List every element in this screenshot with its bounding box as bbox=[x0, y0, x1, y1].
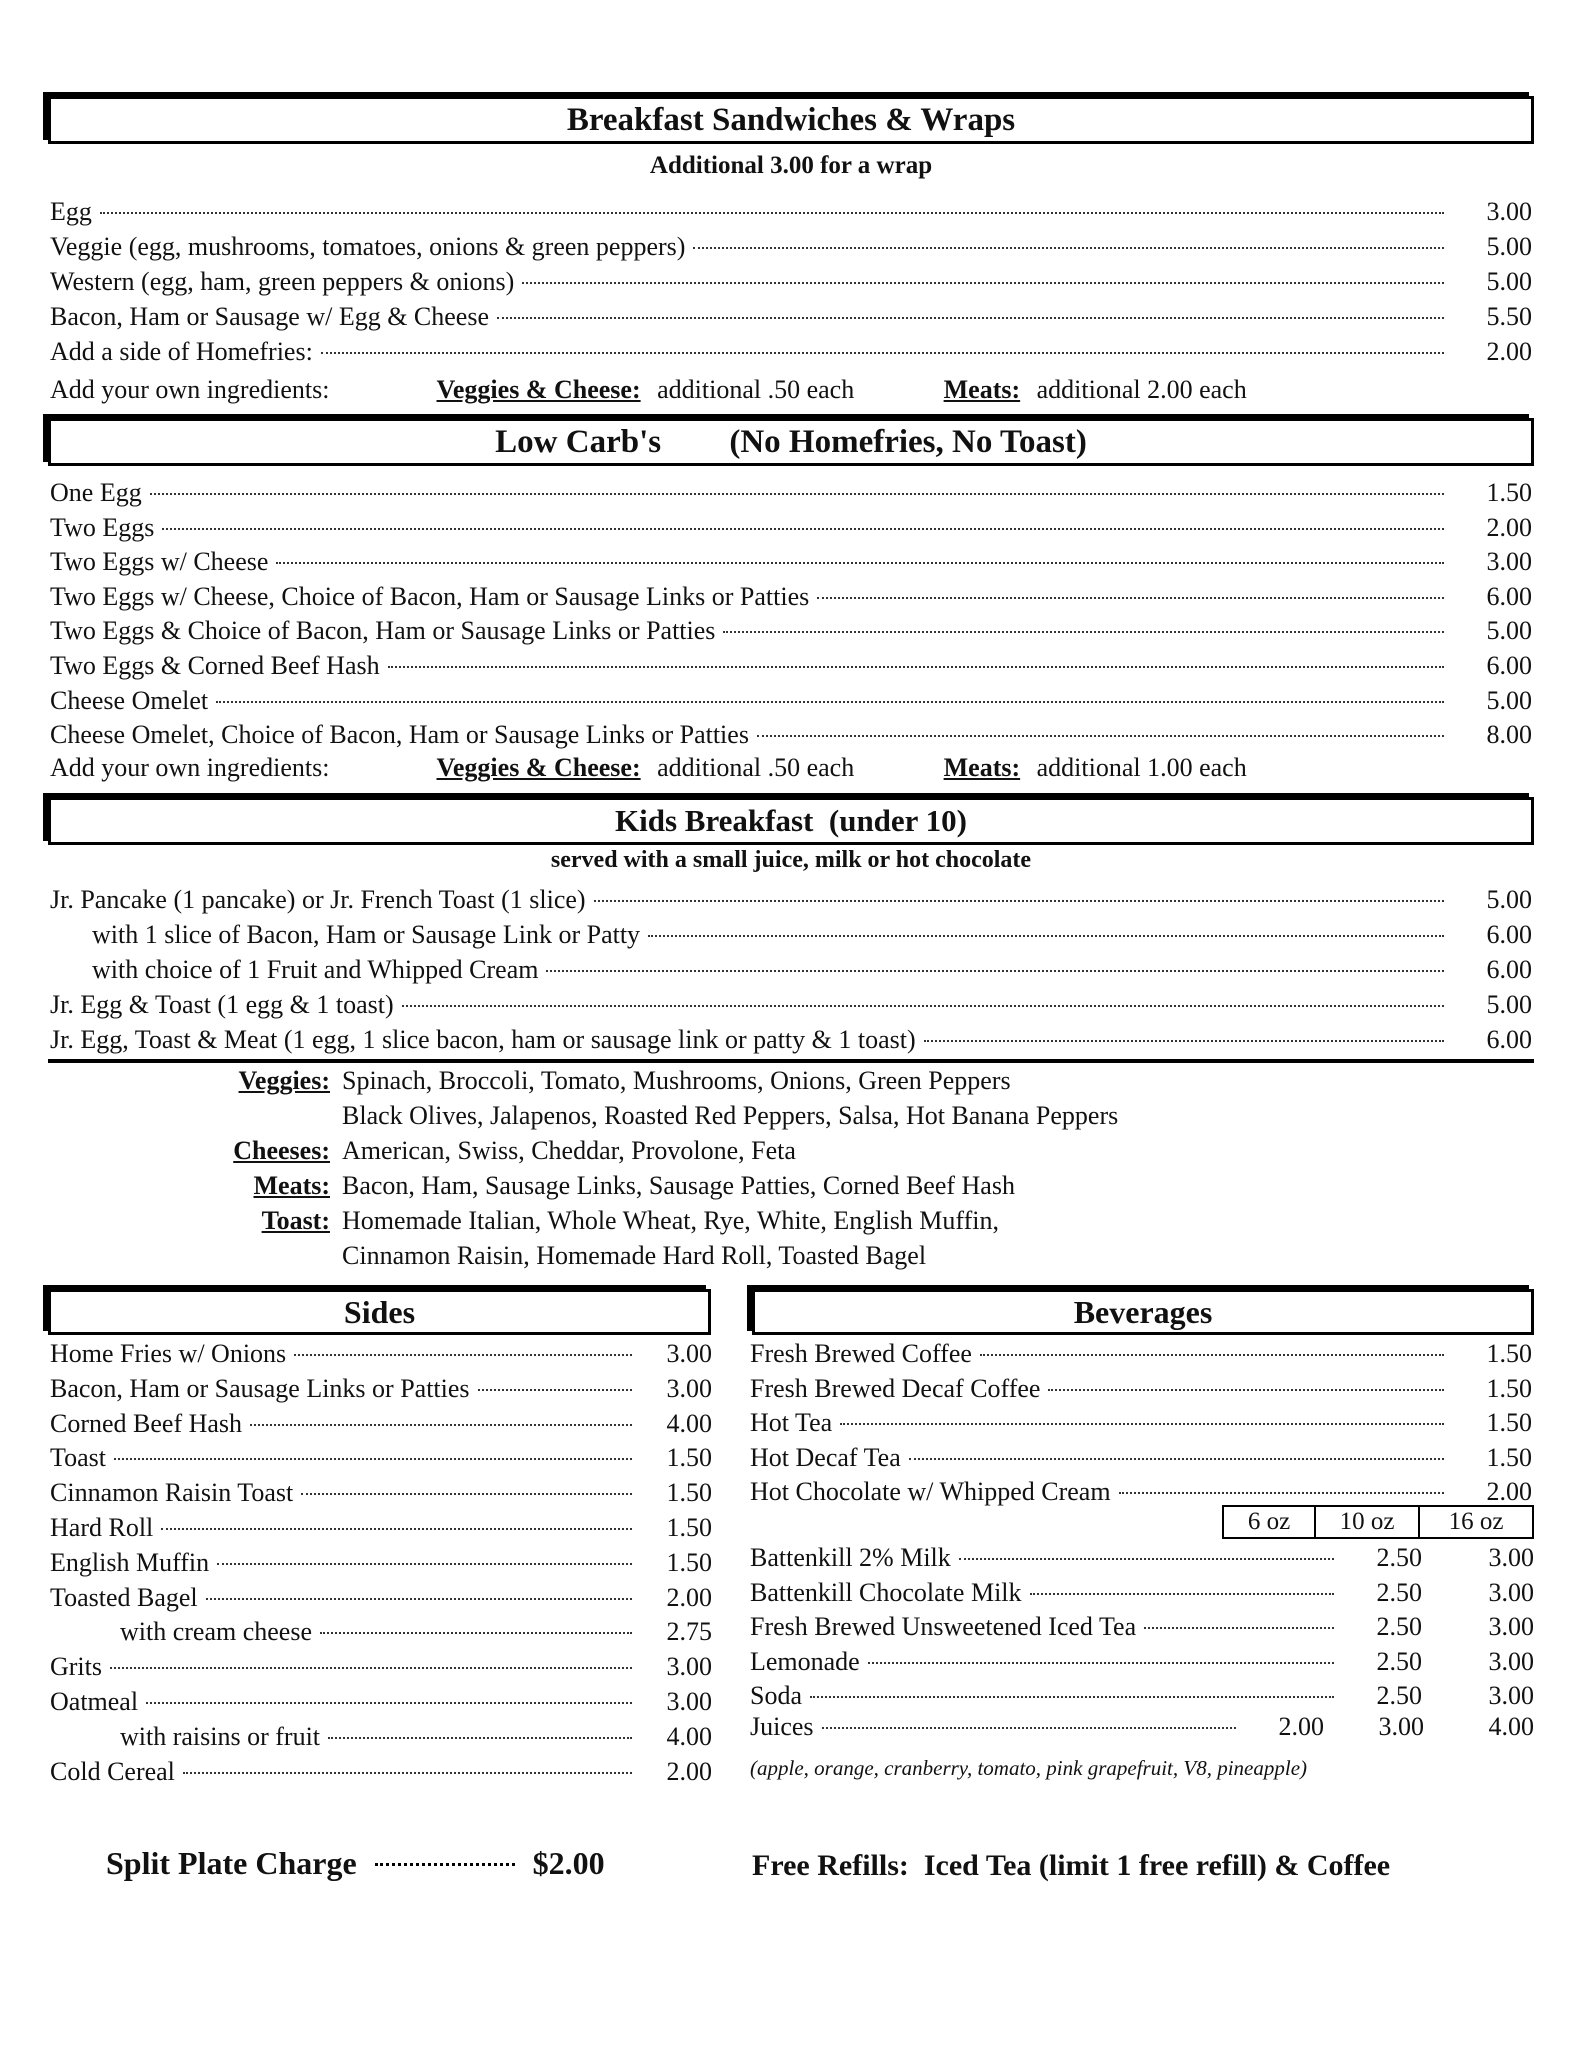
item-name: English Muffin bbox=[50, 1547, 210, 1577]
leader-dots bbox=[206, 1598, 632, 1600]
item-price: 5.00 bbox=[1486, 616, 1532, 646]
breakfast-section-header bbox=[48, 96, 1534, 144]
item-name: One Egg bbox=[50, 478, 142, 507]
item-price-16oz: 3.00 bbox=[1488, 1681, 1534, 1711]
item-name: Two Eggs w/ Cheese bbox=[50, 547, 269, 577]
menu-item bbox=[50, 1441, 712, 1475]
legend-label: Cheeses: bbox=[233, 1136, 330, 1165]
menu-item bbox=[50, 580, 1532, 614]
item-name: Two Eggs bbox=[50, 512, 155, 542]
item-price: 2.00 bbox=[666, 1756, 712, 1786]
menu-item bbox=[750, 1372, 1532, 1406]
leader-dots bbox=[1144, 1627, 1334, 1629]
breakfast-subtitle: Additional 3.00 for a wrap bbox=[649, 152, 933, 179]
meats-text: additional 1.00 each bbox=[1036, 753, 1247, 782]
menu-item bbox=[750, 1441, 1532, 1475]
breakfast-title: Breakfast Sandwiches & Wraps bbox=[566, 102, 1016, 138]
menu-item bbox=[50, 883, 1532, 917]
menu-item bbox=[50, 649, 1532, 683]
divider bbox=[48, 1059, 1534, 1063]
menu-item bbox=[750, 1679, 1534, 1713]
menu-item bbox=[120, 1720, 712, 1754]
legend-row bbox=[0, 1206, 999, 1236]
item-price: 6.00 bbox=[1486, 581, 1532, 611]
item-price: 6.00 bbox=[1486, 651, 1532, 680]
menu-item bbox=[50, 1650, 712, 1684]
leader-dots bbox=[402, 1005, 1444, 1007]
menu-item bbox=[750, 1337, 1532, 1371]
leader-dots bbox=[294, 1354, 632, 1356]
menu-item bbox=[50, 1685, 712, 1719]
menu-item bbox=[50, 1023, 1532, 1057]
add-label: Add your own ingredients: bbox=[50, 753, 330, 782]
legend-label: Veggies: bbox=[238, 1066, 330, 1095]
leader-dots bbox=[522, 282, 1444, 284]
item-name: Cheese Omelet, Choice of Bacon, Ham or Sausage Links or Patties bbox=[50, 720, 749, 750]
item-name: Bacon, Ham or Sausage w/ Egg & Cheese bbox=[50, 302, 490, 331]
item-name: Battenkill Chocolate Milk bbox=[750, 1577, 1022, 1607]
leader-dots bbox=[1048, 1389, 1444, 1391]
item-price: 1.50 bbox=[1486, 1408, 1532, 1438]
item-price: 3.00 bbox=[666, 1652, 712, 1682]
menu-item bbox=[750, 1645, 1534, 1679]
item-price-10oz: 2.50 bbox=[1376, 1612, 1422, 1642]
item-price: 2.75 bbox=[666, 1617, 712, 1647]
kids-section-header bbox=[48, 797, 1534, 845]
leader-dots bbox=[478, 1389, 632, 1391]
item-price-16oz: 3.00 bbox=[1488, 1577, 1534, 1607]
item-price: 2.00 bbox=[666, 1582, 712, 1612]
item-name: Fresh Brewed Unsweetened Iced Tea bbox=[750, 1612, 1137, 1642]
item-name: Hot Decaf Tea bbox=[750, 1442, 901, 1472]
leader-dots bbox=[110, 1667, 632, 1669]
leader-dots bbox=[301, 1493, 632, 1495]
item-price-16oz: 3.00 bbox=[1488, 1612, 1534, 1642]
menu-item bbox=[50, 684, 1532, 718]
legend-label: Toast: bbox=[261, 1206, 330, 1235]
split-label: Split Plate Charge bbox=[106, 1845, 357, 1881]
legend-row bbox=[0, 1241, 926, 1271]
veggies-cheese-label: Veggies & Cheese: bbox=[436, 375, 641, 404]
item-name: Home Fries w/ Onions bbox=[50, 1339, 287, 1368]
item-price-16oz: 3.00 bbox=[1488, 1543, 1534, 1572]
size-header bbox=[1222, 1505, 1534, 1539]
menu-item bbox=[50, 265, 1532, 299]
beverages-title: Beverages bbox=[1073, 1294, 1213, 1330]
meats-text: additional 2.00 each bbox=[1036, 375, 1247, 404]
leader-dots bbox=[648, 935, 1444, 937]
leader-dots bbox=[810, 1696, 1334, 1698]
menu-item bbox=[50, 335, 1532, 369]
leader-dots bbox=[980, 1354, 1444, 1356]
legend-row bbox=[0, 1101, 1118, 1131]
leader-dots bbox=[150, 493, 1444, 495]
free-refills: Free Refills: Iced Tea (limit 1 free refill) & Coffee bbox=[752, 1849, 1391, 1882]
item-name: Jr. Egg, Toast & Meat (1 egg, 1 slice bacon, ham or sausage link or patty & 1 toast) bbox=[50, 1025, 916, 1054]
item-name: Egg bbox=[50, 197, 92, 226]
item-name: Cold Cereal bbox=[50, 1756, 175, 1786]
item-price: 3.00 bbox=[1486, 197, 1532, 226]
item-price: 4.00 bbox=[666, 1408, 712, 1438]
menu-item bbox=[750, 1541, 1534, 1575]
menu-item bbox=[50, 1546, 712, 1580]
leader-dots bbox=[183, 1772, 632, 1774]
item-price: 1.50 bbox=[666, 1513, 712, 1542]
legend-row bbox=[0, 1066, 1011, 1096]
item-name: Two Eggs & Choice of Bacon, Ham or Sausage Links or Patties bbox=[50, 616, 716, 646]
item-price: 1.50 bbox=[1486, 1373, 1532, 1403]
juice-flavors-note: (apple, orange, cranberry, tomato, pink grapefruit, V8, pineapple) bbox=[750, 1756, 1308, 1780]
menu-item bbox=[750, 1406, 1532, 1440]
item-name: with choice of 1 Fruit and Whipped Cream bbox=[92, 955, 539, 984]
juices-name: Juices bbox=[750, 1712, 814, 1741]
menu-item bbox=[50, 988, 1532, 1022]
item-name: Two Eggs w/ Cheese, Choice of Bacon, Ham or Sausage Links or Patties bbox=[50, 581, 810, 611]
leader-dots bbox=[594, 900, 1444, 902]
item-price: 6.00 bbox=[1486, 955, 1532, 984]
item-name: Corned Beef Hash bbox=[50, 1408, 243, 1438]
split-dots bbox=[375, 1863, 515, 1866]
item-price-10oz: 2.50 bbox=[1376, 1577, 1422, 1607]
menu-item bbox=[750, 1610, 1534, 1644]
leader-dots bbox=[250, 1424, 632, 1426]
item-name: Hot Chocolate w/ Whipped Cream bbox=[750, 1477, 1111, 1507]
item-price: 2.00 bbox=[1486, 1477, 1532, 1507]
leader-dots bbox=[909, 1458, 1444, 1460]
item-price-16oz: 3.00 bbox=[1488, 1646, 1534, 1676]
item-name: Fresh Brewed Coffee bbox=[750, 1339, 972, 1368]
item-name: Cinnamon Raisin Toast bbox=[50, 1478, 294, 1508]
juices-price-10oz: 3.00 bbox=[1378, 1712, 1424, 1741]
item-price: 3.00 bbox=[666, 1687, 712, 1716]
item-name: Oatmeal bbox=[50, 1687, 139, 1716]
legend-label bbox=[0, 1101, 342, 1131]
item-price-10oz: 2.50 bbox=[1376, 1681, 1422, 1711]
breakfast-add-ingredients bbox=[50, 375, 1247, 405]
legend-text: Cinnamon Raisin, Homemade Hard Roll, Toasted Bagel bbox=[342, 1241, 927, 1270]
menu-item bbox=[92, 918, 1532, 952]
leader-dots bbox=[100, 212, 1444, 214]
leader-dots bbox=[276, 562, 1444, 564]
item-name: Soda bbox=[750, 1681, 802, 1711]
meats-label: Meats: bbox=[943, 753, 1021, 782]
item-name: Hot Tea bbox=[750, 1408, 833, 1438]
size-16oz: 16 oz bbox=[1418, 1507, 1532, 1537]
leader-dots bbox=[817, 597, 1444, 599]
lowcarb-add-ingredients bbox=[50, 753, 1247, 783]
leader-dots bbox=[723, 631, 1444, 633]
leader-dots bbox=[822, 1727, 1236, 1729]
leader-dots bbox=[320, 1632, 632, 1634]
item-name: Jr. Pancake (1 pancake) or Jr. French Toast (1 slice) bbox=[50, 885, 586, 914]
item-price: 5.00 bbox=[1486, 232, 1532, 261]
item-price: 1.50 bbox=[666, 1478, 712, 1508]
leader-dots bbox=[146, 1702, 632, 1704]
item-price-10oz: 2.50 bbox=[1376, 1543, 1422, 1572]
menu-item bbox=[50, 1372, 712, 1406]
leader-dots bbox=[959, 1558, 1334, 1560]
menu-item bbox=[50, 718, 1532, 752]
item-price: 3.00 bbox=[666, 1373, 712, 1403]
leader-dots bbox=[1119, 1492, 1444, 1494]
item-name: Hard Roll bbox=[50, 1513, 154, 1542]
leader-dots bbox=[757, 735, 1444, 737]
item-price: 5.00 bbox=[1486, 990, 1532, 1019]
item-price: 4.00 bbox=[666, 1721, 712, 1751]
item-price: 3.00 bbox=[666, 1339, 712, 1368]
legend-text: Homemade Italian, Whole Wheat, Rye, White, English Muffin, bbox=[342, 1206, 999, 1235]
item-name: Bacon, Ham or Sausage Links or Patties bbox=[50, 1373, 470, 1403]
item-price: 2.00 bbox=[1486, 512, 1532, 542]
item-name: Veggie (egg, mushrooms, tomatoes, onions & green peppers) bbox=[50, 232, 686, 261]
item-price: 1.50 bbox=[666, 1547, 712, 1577]
menu-item bbox=[50, 300, 1532, 334]
legend-row bbox=[0, 1136, 796, 1166]
leader-dots bbox=[321, 352, 1444, 354]
legend-label bbox=[0, 1241, 342, 1271]
split-price: $2.00 bbox=[532, 1845, 605, 1881]
veggies-cheese-text: additional .50 each bbox=[657, 753, 855, 782]
menu-item bbox=[50, 1581, 712, 1615]
leader-dots bbox=[328, 1737, 632, 1739]
lowcarb-title: Low Carb's bbox=[495, 424, 662, 460]
menu-item bbox=[50, 1476, 712, 1510]
menu-item bbox=[50, 195, 1532, 229]
item-name: Grits bbox=[50, 1652, 102, 1682]
split-plate-charge bbox=[106, 1845, 605, 1882]
leader-dots bbox=[162, 528, 1444, 530]
sides-title: Sides bbox=[343, 1294, 416, 1330]
menu-item bbox=[120, 1615, 712, 1649]
kids-subtitle: served with a small juice, milk or hot chocolate bbox=[550, 847, 1032, 873]
menu-item bbox=[750, 1576, 1534, 1610]
leader-dots bbox=[868, 1662, 1334, 1664]
leader-dots bbox=[114, 1458, 632, 1460]
legend-label: Meats: bbox=[253, 1171, 330, 1200]
item-price: 1.50 bbox=[1486, 1442, 1532, 1472]
item-name: Fresh Brewed Decaf Coffee bbox=[750, 1373, 1041, 1403]
leader-dots bbox=[546, 970, 1444, 972]
item-price: 1.50 bbox=[1486, 478, 1532, 507]
item-price: 5.00 bbox=[1486, 685, 1532, 715]
legend-text: American, Swiss, Cheddar, Provolone, Feta bbox=[342, 1136, 796, 1165]
item-name: Western (egg, ham, green peppers & onions) bbox=[50, 267, 515, 296]
menu-item bbox=[50, 1755, 712, 1789]
veggies-cheese-label: Veggies & Cheese: bbox=[436, 753, 641, 782]
item-price: 2.00 bbox=[1486, 337, 1532, 366]
kids-title: Kids Breakfast (under 10) bbox=[615, 803, 967, 838]
item-name: with 1 slice of Bacon, Ham or Sausage Link or Patty bbox=[92, 920, 641, 949]
menu-item bbox=[50, 476, 1532, 510]
legend-text: Bacon, Ham, Sausage Links, Sausage Patties, Corned Beef Hash bbox=[342, 1171, 1015, 1200]
item-price: 8.00 bbox=[1486, 720, 1532, 750]
leader-dots bbox=[497, 317, 1444, 319]
item-price: 5.50 bbox=[1486, 302, 1532, 331]
menu-item bbox=[50, 230, 1532, 264]
leader-dots bbox=[840, 1423, 1444, 1425]
item-name: Two Eggs & Corned Beef Hash bbox=[50, 651, 380, 680]
meats-label: Meats: bbox=[943, 375, 1021, 404]
leader-dots bbox=[217, 1563, 632, 1565]
item-price: 6.00 bbox=[1486, 1025, 1532, 1054]
item-name: with cream cheese bbox=[120, 1617, 313, 1647]
menu-item bbox=[50, 614, 1532, 648]
leader-dots bbox=[1030, 1593, 1334, 1595]
sides-section-header bbox=[48, 1289, 711, 1335]
menu-item bbox=[50, 1337, 712, 1371]
item-price-10oz: 2.50 bbox=[1376, 1646, 1422, 1676]
item-price: 5.00 bbox=[1486, 885, 1532, 914]
lowcarb-title-note: (No Homefries, No Toast) bbox=[729, 424, 1087, 460]
leader-dots bbox=[924, 1040, 1444, 1042]
item-name: Jr. Egg & Toast (1 egg & 1 toast) bbox=[50, 990, 394, 1019]
add-label: Add your own ingredients: bbox=[50, 375, 330, 404]
leader-dots bbox=[161, 1528, 632, 1530]
juices-price-16oz: 4.00 bbox=[1488, 1712, 1534, 1741]
menu-item bbox=[92, 953, 1532, 987]
leader-dots bbox=[216, 701, 1444, 703]
beverages-section-header bbox=[752, 1289, 1534, 1335]
menu-item bbox=[50, 511, 1532, 545]
size-10oz: 10 oz bbox=[1314, 1507, 1418, 1537]
lowcarb-section-header bbox=[48, 418, 1534, 466]
legend-text: Spinach, Broccoli, Tomato, Mushrooms, Onions, Green Peppers bbox=[342, 1066, 1011, 1095]
legend-text: Black Olives, Jalapenos, Roasted Red Peppers, Salsa, Hot Banana Peppers bbox=[342, 1101, 1119, 1130]
item-price: 5.00 bbox=[1486, 267, 1532, 296]
item-price: 1.50 bbox=[1486, 1339, 1532, 1368]
size-6oz: 6 oz bbox=[1247, 1508, 1291, 1535]
veggies-cheese-text: additional .50 each bbox=[657, 375, 855, 404]
item-name: Toasted Bagel bbox=[50, 1582, 198, 1612]
menu-item bbox=[50, 1407, 712, 1441]
item-name: with raisins or fruit bbox=[120, 1721, 321, 1751]
juices-row bbox=[750, 1710, 1534, 1744]
item-price: 1.50 bbox=[666, 1443, 712, 1473]
item-name: Battenkill 2% Milk bbox=[750, 1543, 951, 1572]
item-name: Add a side of Homefries: bbox=[50, 337, 313, 366]
legend-row bbox=[0, 1171, 1015, 1201]
item-name: Lemonade bbox=[750, 1646, 860, 1676]
menu-item bbox=[50, 1511, 712, 1545]
menu-item bbox=[50, 545, 1532, 579]
item-price: 6.00 bbox=[1486, 920, 1532, 949]
juices-price-6oz: 2.00 bbox=[1278, 1712, 1324, 1741]
item-name: Toast bbox=[50, 1443, 106, 1473]
leader-dots bbox=[388, 666, 1444, 668]
leader-dots bbox=[693, 247, 1444, 249]
item-name: Cheese Omelet bbox=[50, 685, 209, 715]
item-price: 3.00 bbox=[1486, 547, 1532, 577]
